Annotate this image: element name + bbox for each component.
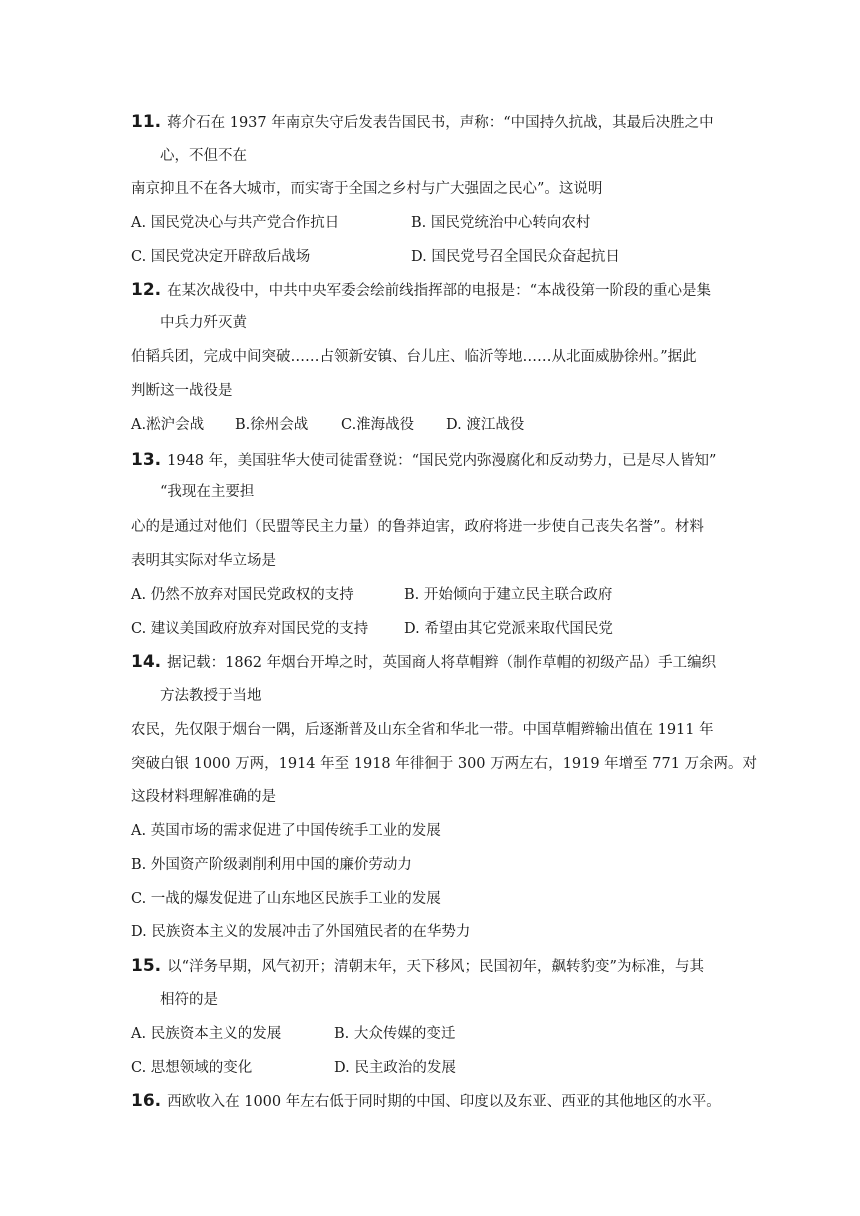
option-a: A. 民族资本主义的发展 — [131, 1026, 282, 1042]
option-b: B. 国民党统治中心转向农村 — [411, 215, 591, 231]
question-14-line-5: 这段材料理解准确的是 — [131, 789, 276, 805]
question-12-line-3: 伯韬兵团，完成中间突破……占领新安镇、台儿庄、临沂等地……从北面威胁徐州。”据此 — [131, 349, 697, 365]
question-14-line-1 — [131, 652, 716, 673]
question-15-line-2: 相符的是 — [160, 992, 218, 1008]
question-13-line-3: 心的是通过对他们（民盟等民主力量）的鲁莽迫害，政府将进一步使自己丧失名誉”。材料 — [131, 519, 704, 535]
option-d: D. 希望由其它党派来取代国民党 — [404, 621, 613, 637]
question-text: 据记载：1862 年烟台开埠之时，英国商人将草帽辫（制作草帽的初级产品）手工编织 — [167, 655, 717, 671]
option-a: A.淞沪会战 — [131, 417, 205, 433]
option-b: B. 外国资产阶级剥削利用中国的廉价劳动力 — [131, 857, 412, 873]
question-text: 以“洋务早期，风气初开；清朝末年，天下移风；民国初年，飙转豹变”为标准，与其 — [167, 959, 704, 975]
question-16-line-1 — [131, 1091, 721, 1112]
question-text: 蒋介石在 1937 年南京失守后发表告国民书，声称：“中国持久抗战，其最后决胜之中 — [167, 115, 714, 131]
question-13-line-2: “我现在主要担 — [160, 484, 255, 500]
option-c: C. 国民党决定开辟敌后战场 — [131, 249, 311, 265]
option-a: A. 仍然不放弃对国民党政权的支持 — [131, 587, 354, 603]
question-11-line-3: 南京抑且不在各大城市，而实寄于全国之乡村与广大强固之民心”。这说明 — [131, 181, 603, 197]
option-c: C. 一战的爆发促进了山东地区民族手工业的发展 — [131, 891, 441, 907]
question-14-line-2: 方法教授于当地 — [160, 688, 262, 704]
question-14-line-3: 农民，先仅限于烟台一隅，后逐渐普及山东全省和华北一带。中国草帽辫输出值在 1911 年 — [131, 722, 714, 738]
question-13-line-4: 表明其实际对华立场是 — [131, 553, 276, 569]
question-number: 12. — [131, 280, 162, 300]
question-number: 15. — [131, 956, 162, 976]
question-12-line-2: 中兵力歼灭黄 — [160, 315, 247, 331]
question-number: 11. — [131, 112, 162, 132]
question-text: 1948 年，美国驻华大使司徒雷登说：“国民党内弥漫腐化和反动势力，已是尽人皆知” — [167, 453, 717, 469]
option-b: B. 大众传媒的变迁 — [334, 1026, 456, 1042]
option-d: D. 国民党号召全国民众奋起抗日 — [411, 249, 620, 265]
question-text: 在某次战役中，中共中央军委会绘前线指挥部的电报是：“本战役第一阶段的重心是集 — [167, 283, 712, 299]
option-c: C. 建议美国政府放弃对国民党的支持 — [131, 621, 369, 637]
question-number: 14. — [131, 652, 162, 672]
option-d: D. 民族资本主义的发展冲击了外国殖民者的在华势力 — [131, 924, 471, 940]
question-number: 13. — [131, 450, 162, 470]
question-12-line-1 — [131, 280, 711, 301]
option-a: A. 国民党决心与共产党合作抗日 — [131, 215, 340, 231]
option-b: B. 开始倾向于建立民主联合政府 — [404, 587, 613, 603]
question-15-line-1 — [131, 956, 704, 977]
question-11-line-2: 心，不但不在 — [160, 148, 247, 164]
question-14-line-4: 突破白银 1000 万两，1914 年至 1918 年徘徊于 300 万两左右，1919 年增至 771 万余两。对 — [131, 756, 758, 772]
question-11-line-1 — [131, 112, 714, 133]
question-12-line-4: 判断这一战役是 — [131, 383, 233, 399]
option-c: C. 思想领域的变化 — [131, 1060, 253, 1076]
option-d: D. 渡江战役 — [446, 417, 525, 433]
question-13-line-1 — [131, 450, 716, 471]
option-d: D. 民主政治的发展 — [334, 1060, 456, 1076]
option-c: C.淮海战役 — [341, 417, 415, 433]
question-number: 16. — [131, 1091, 162, 1111]
option-a: A. 英国市场的需求促进了中国传统手工业的发展 — [131, 823, 441, 839]
option-b: B.徐州会战 — [235, 417, 309, 433]
question-text: 西欧收入在 1000 年左右低于同时期的中国、印度以及东亚、西亚的其他地区的水平。 — [167, 1094, 721, 1110]
